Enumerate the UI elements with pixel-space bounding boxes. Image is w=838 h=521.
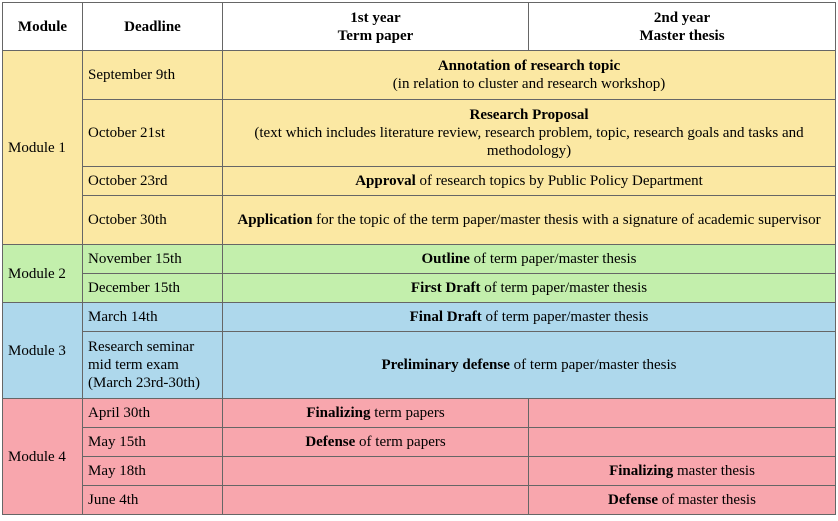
master-thesis-cell — [529, 399, 836, 428]
milestone-bold: Approval — [355, 173, 416, 189]
deadline-cell: April 30th — [83, 399, 223, 428]
table-row — [3, 274, 836, 303]
milestone-cell — [223, 51, 836, 100]
milestone-bold: Preliminary defense — [381, 357, 510, 373]
milestone-bold: Defense — [305, 434, 356, 450]
milestone-bold: Outline — [421, 251, 470, 267]
module-label: Module 3 — [3, 303, 83, 399]
header-second-year — [529, 3, 836, 51]
table-row — [3, 399, 836, 428]
milestone-text: (in relation to cluster and research workshop) — [392, 76, 666, 92]
milestone-text: of term paper/master thesis — [481, 309, 649, 325]
deadline-cell: May 15th — [83, 428, 223, 457]
header-row — [3, 3, 836, 51]
table-row — [3, 486, 836, 515]
header-first-year — [223, 3, 529, 51]
milestone-cell — [223, 196, 836, 245]
deadline-cell — [83, 332, 223, 399]
milestone-text: of master thesis — [658, 492, 756, 508]
milestone-bold: Annotation of research topic — [437, 58, 621, 74]
milestone-cell — [223, 100, 836, 167]
deadline-cell: October 30th — [83, 196, 223, 245]
module-label: Module 1 — [3, 51, 83, 245]
milestone-text: (text which includes literature review, research problem, topic, research goals and tasks and methodology) — [254, 125, 804, 159]
deadline-cell: October 23rd — [83, 167, 223, 196]
milestone-bold: Finalizing — [609, 463, 674, 479]
master-thesis-cell — [529, 457, 836, 486]
milestone-cell — [223, 303, 836, 332]
milestone-text: of term paper/master thesis — [469, 251, 637, 267]
deadline-cell: May 18th — [83, 457, 223, 486]
milestone-text: of term paper/master thesis — [509, 357, 677, 373]
milestone-cell — [223, 167, 836, 196]
deadline-cell: June 4th — [83, 486, 223, 515]
milestone-bold: Research Proposal — [469, 107, 589, 123]
deadline-line: Research seminar — [88, 339, 195, 355]
milestone-text: of term paper/master thesis — [480, 280, 648, 296]
term-paper-cell — [223, 399, 529, 428]
header-first-year-line2: Term paper — [337, 27, 414, 44]
table-row — [3, 428, 836, 457]
milestone-bold: Finalizing — [306, 405, 371, 421]
table-row — [3, 196, 836, 245]
table-row — [3, 245, 836, 274]
milestone-bold: Defense — [608, 492, 659, 508]
milestone-bold: Final Draft — [409, 309, 482, 325]
deadline-cell: March 14th — [83, 303, 223, 332]
milestone-text: term papers — [370, 405, 445, 421]
term-paper-cell — [223, 457, 529, 486]
header-deadline: Deadline — [83, 3, 223, 51]
table-row — [3, 51, 836, 100]
module-label: Module 2 — [3, 245, 83, 303]
milestone-cell — [223, 274, 836, 303]
table-row — [3, 332, 836, 399]
deadlines-table — [2, 2, 836, 515]
master-thesis-cell — [529, 428, 836, 457]
deadline-cell: October 21st — [83, 100, 223, 167]
table-row — [3, 100, 836, 167]
deadline-cell: November 15th — [83, 245, 223, 274]
term-paper-cell — [223, 428, 529, 457]
header-second-year-line2: Master thesis — [639, 27, 725, 44]
milestone-bold: Application — [237, 212, 313, 228]
table-row — [3, 457, 836, 486]
milestone-cell — [223, 332, 836, 399]
milestone-text: master thesis — [673, 463, 755, 479]
deadline-line: mid term exam — [88, 357, 179, 373]
milestone-text: for the topic of the term paper/master thesis with a signature of academic supervisor — [312, 212, 821, 228]
milestone-text: of research topics by Public Policy Department — [415, 173, 703, 189]
deadline-cell: December 15th — [83, 274, 223, 303]
term-paper-cell — [223, 486, 529, 515]
module-label: Module 4 — [3, 399, 83, 515]
master-thesis-cell — [529, 486, 836, 515]
table-row — [3, 167, 836, 196]
milestone-text: of term papers — [355, 434, 446, 450]
header-first-year-line1: 1st year — [350, 9, 401, 26]
milestone-bold: First Draft — [410, 280, 481, 296]
table-row — [3, 303, 836, 332]
milestone-cell — [223, 245, 836, 274]
header-module: Module — [3, 3, 83, 51]
deadline-cell: September 9th — [83, 51, 223, 100]
header-second-year-line1: 2nd year — [653, 9, 711, 26]
deadline-line: (March 23rd-30th) — [88, 375, 201, 391]
